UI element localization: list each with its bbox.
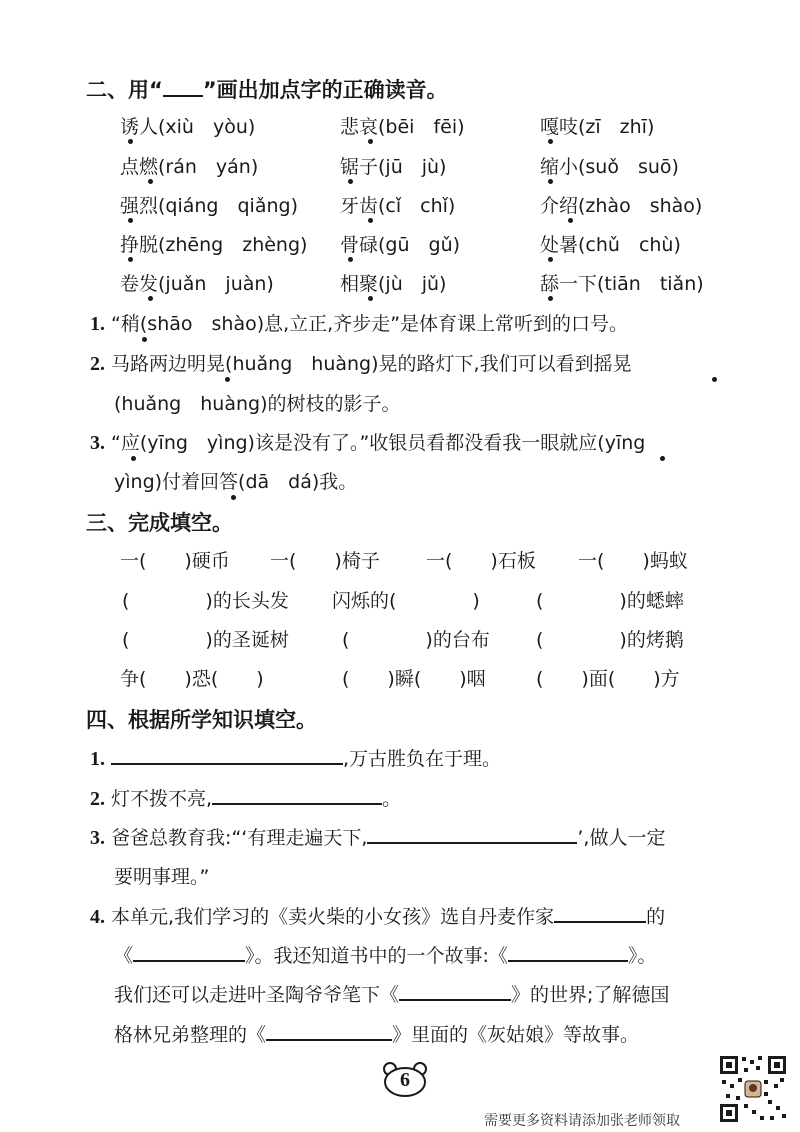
answer-blank[interactable] bbox=[554, 905, 646, 923]
section4-question-2: 2. 灯不拨不亮, 。 bbox=[90, 788, 402, 810]
emphasis-dot bbox=[148, 296, 153, 301]
emphasis-dot bbox=[368, 139, 373, 144]
grid-item: 诱人(xiù yòu) bbox=[120, 116, 256, 138]
fill-item: 一( )椅子 bbox=[270, 550, 380, 572]
qr-code-icon bbox=[718, 1054, 788, 1124]
section4-question-4-line1: 4. 本单元,我们学习的《卖火柴的小女孩》选自丹麦作家 的 bbox=[90, 906, 666, 928]
answer-blank[interactable] bbox=[111, 747, 343, 765]
emphasis-dot bbox=[231, 495, 236, 500]
grid-item: 处暑(chǔ chù) bbox=[540, 234, 681, 256]
grid-item: 相聚(jù jǔ) bbox=[340, 273, 447, 295]
fill-item: ( )的圣诞树 bbox=[122, 629, 289, 651]
fill-item: ( )面( )方 bbox=[536, 668, 680, 690]
grid-item: 锯子(jū jù) bbox=[340, 156, 447, 178]
section4-question-1: 1. ,万古胜负在于理。 bbox=[90, 748, 502, 770]
answer-blank[interactable] bbox=[367, 826, 577, 844]
grid-item: 牙齿(cǐ chǐ) bbox=[340, 195, 456, 217]
grid-item: 嘎吱(zī zhī) bbox=[540, 116, 655, 138]
grid-item: 挣脱(zhēng zhèng) bbox=[120, 234, 308, 256]
question-3-line2: yìng)付着回答(dā dá)我。 bbox=[114, 471, 358, 493]
section4-question-4-line3: 我们还可以走进叶圣陶爷爷笔下《 》的世界;了解德国 bbox=[114, 984, 670, 1006]
grid-item: 骨碌(gū gǔ) bbox=[340, 234, 461, 256]
fill-item: ( )的台布 bbox=[342, 629, 490, 651]
page-number: 6 bbox=[400, 1069, 410, 1091]
section4-question-3: 3. 爸爸总教育我:“‘有理走遍天下, ’,做人一定 bbox=[90, 827, 666, 849]
section4-question-4-line2: 《 》。我还知道书中的一个故事:《 》。 bbox=[114, 945, 657, 967]
qr-code[interactable] bbox=[718, 1054, 788, 1124]
section3-heading: 三、完成填空。 bbox=[86, 511, 233, 535]
emphasis-dot bbox=[142, 337, 147, 342]
fill-item: ( )的烤鹅 bbox=[536, 629, 684, 651]
emphasis-dot bbox=[128, 139, 133, 144]
question-2-line2: (huǎng huàng)的树枝的影子。 bbox=[114, 393, 401, 415]
section4-heading: 四、根据所学知识填空。 bbox=[86, 708, 317, 732]
grid-item: 悲哀(bēi fēi) bbox=[340, 116, 465, 138]
emphasis-dot bbox=[568, 218, 573, 223]
emphasis-dot bbox=[548, 179, 553, 184]
emphasis-dot bbox=[712, 377, 717, 382]
grid-item: 缩小(suǒ suō) bbox=[540, 156, 679, 178]
answer-blank[interactable] bbox=[212, 787, 382, 805]
emphasis-dot bbox=[548, 139, 553, 144]
page-number-badge bbox=[382, 1062, 428, 1098]
question-3-line1: 3. “应(yīng yìng)该是没有了。”收银员看都没看我一眼就应(yīng bbox=[90, 432, 646, 454]
emphasis-dot bbox=[128, 218, 133, 223]
answer-blank[interactable] bbox=[266, 1023, 392, 1041]
section4-question-4-line4: 格林兄弟整理的《 》里面的《灰姑娘》等故事。 bbox=[114, 1024, 640, 1046]
emphasis-dot bbox=[348, 257, 353, 262]
answer-blank[interactable] bbox=[399, 983, 511, 1001]
fill-item: ( )的蟋蟀 bbox=[536, 590, 684, 612]
section2-heading: 二、用“ ”画出加点字的正确读音。 bbox=[86, 78, 448, 102]
emphasis-dot bbox=[548, 296, 553, 301]
emphasis-dot bbox=[225, 377, 230, 382]
fill-item: 争( )恐( ) bbox=[120, 668, 264, 690]
fill-item: 闪烁的( ) bbox=[332, 590, 480, 612]
emphasis-dot bbox=[368, 218, 373, 223]
emphasis-dot bbox=[148, 179, 153, 184]
answer-blank[interactable] bbox=[133, 944, 245, 962]
emphasis-dot bbox=[660, 456, 665, 461]
emphasis-dot bbox=[131, 456, 136, 461]
fill-item: ( )的长头发 bbox=[122, 590, 289, 612]
grid-item: 强烈(qiáng qiǎng) bbox=[120, 195, 298, 217]
grid-item: 舔一下(tiān tiǎn) bbox=[540, 273, 704, 295]
question-1: 1. “稍(shāo shào)息,立正,齐步走”是体育课上常听到的口号。 bbox=[90, 313, 629, 335]
fill-item: 一( )石板 bbox=[426, 550, 536, 572]
emphasis-dot bbox=[128, 257, 133, 262]
grid-item: 介绍(zhào shào) bbox=[540, 195, 703, 217]
emphasis-dot bbox=[548, 257, 553, 262]
emphasis-dot bbox=[348, 179, 353, 184]
grid-item: 点燃(rán yán) bbox=[120, 156, 259, 178]
fill-item: 一( )硬币 bbox=[120, 550, 230, 572]
section4-question-3-line2: 要明事理。” bbox=[114, 866, 210, 888]
fill-item: ( )瞬( )咽 bbox=[342, 668, 486, 690]
grid-item: 卷发(juǎn juàn) bbox=[120, 273, 274, 295]
footer-note: 需要更多资料请添加张老师领取 bbox=[484, 1113, 680, 1129]
fill-item: 一( )蚂蚁 bbox=[578, 550, 688, 572]
question-2-line1: 2. 马路两边明晃(huǎng huàng)晃的路灯下,我们可以看到摇晃 bbox=[90, 353, 632, 375]
emphasis-dot bbox=[368, 296, 373, 301]
answer-blank[interactable] bbox=[508, 944, 628, 962]
